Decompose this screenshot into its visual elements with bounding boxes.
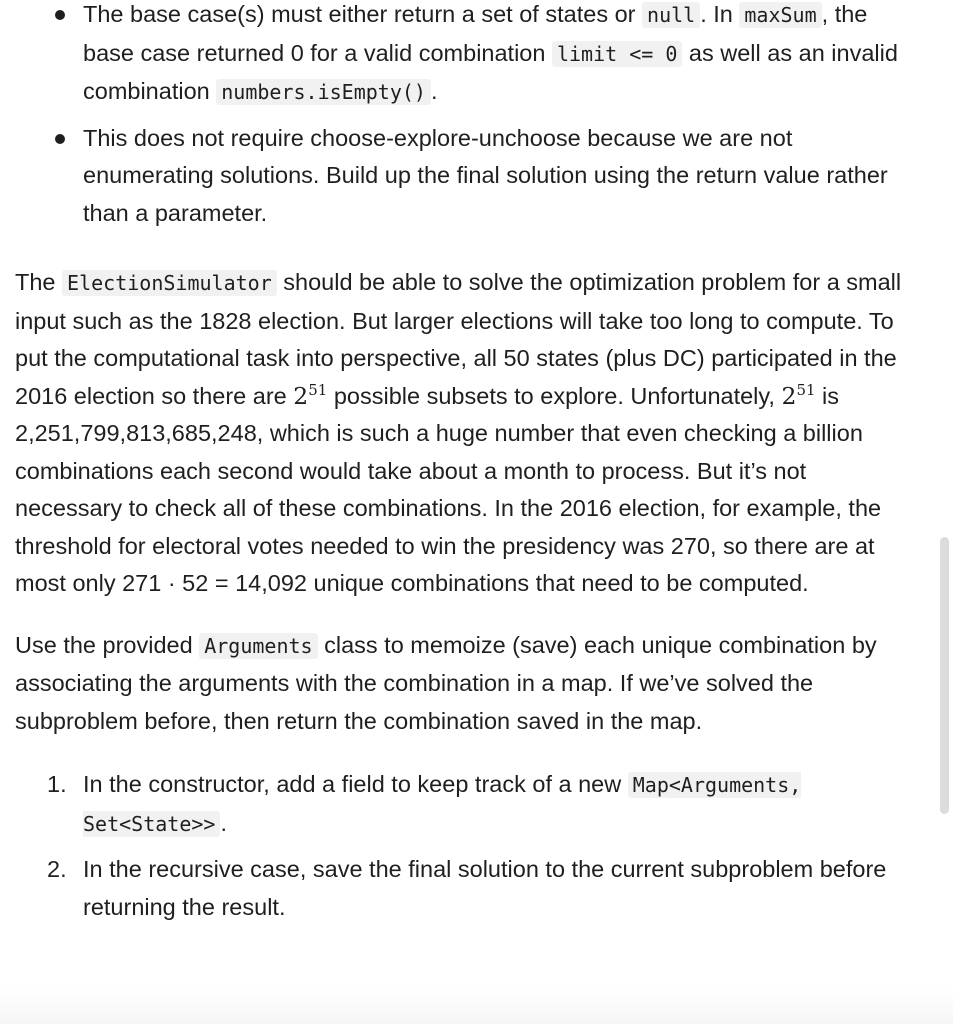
math-base: 2 [293, 381, 309, 410]
bullet-dot [55, 10, 65, 20]
text-run: . In [700, 1, 740, 27]
bullet-list [15, 0, 915, 232]
text-run: possible subsets to explore. Unfortunately, [327, 382, 782, 409]
numbered-list [15, 766, 915, 926]
inline-code: null [642, 2, 700, 28]
inline-code: maxSum [739, 2, 821, 28]
text-run: is 2,251,799,813,685,248, which is such a huge number that even checking a billion combinations each second would take about a month to process. But it’s not necessary to check all of these combinations. In the 2016 election, for example, the threshold for electoral votes needed to win the presidency was 270, so there are at most only 271 · 52 = 14,092 unique combinations that need to be computed. [15, 382, 882, 596]
math-power [293, 382, 327, 410]
paragraph-election-simulator [15, 264, 915, 603]
math-power [781, 382, 815, 410]
inline-code: numbers.isEmpty() [216, 79, 431, 105]
list-item [15, 766, 915, 843]
list-number: 1. [47, 771, 67, 797]
text-run: In the constructor, add a field to keep track of a new [83, 771, 628, 797]
bottom-fade [0, 988, 953, 1024]
list-number: 2. [47, 856, 67, 882]
bullet-dot [55, 134, 65, 144]
math-base: 2 [781, 381, 797, 410]
text-run: Use the provided [15, 631, 200, 658]
list-item [15, 851, 915, 926]
text-run: . [220, 809, 227, 836]
inline-code: Map<Arguments, Set<State>> [83, 773, 802, 836]
text-run: , the base case returned 0 for a valid combination [83, 1, 868, 66]
math-exponent: 51 [796, 380, 816, 399]
text-run: class to memoize (save) each unique combination by associating the arguments with the combination in a map. If we’ve solved the subproblem before, then return the combination saved in the map. [15, 631, 877, 734]
inline-code: ElectionSimulator [62, 270, 277, 296]
text-run: as well as an invalid combination [83, 39, 898, 104]
text-run: The base case(s) must either return a set of states or [83, 1, 643, 27]
text-run: The [15, 269, 63, 295]
document-content [15, 0, 915, 934]
list-item [15, 120, 915, 233]
scrollbar-thumb[interactable] [940, 537, 949, 814]
list-item [15, 0, 915, 112]
paragraph-memoize [15, 627, 915, 741]
text-run: In the recursive case, save the final solution to the current subproblem before returning the result. [83, 856, 887, 920]
text-run: . [430, 78, 438, 104]
math-exponent: 51 [308, 380, 328, 399]
inline-code: limit <= 0 [552, 41, 682, 67]
text-run: This does not require choose-explore-unchoose because we are not enumerating solutions. Build up the final solution using the return value rather than a parameter. [83, 124, 888, 226]
text-run: should be able to solve the optimization problem for a small input such as the 1828 election. But larger elections will take too long to compute. To put the computational task into perspective, all 50 states (plus DC) participated in the 2016 election so there are [15, 269, 902, 409]
inline-code: Arguments [199, 633, 317, 659]
